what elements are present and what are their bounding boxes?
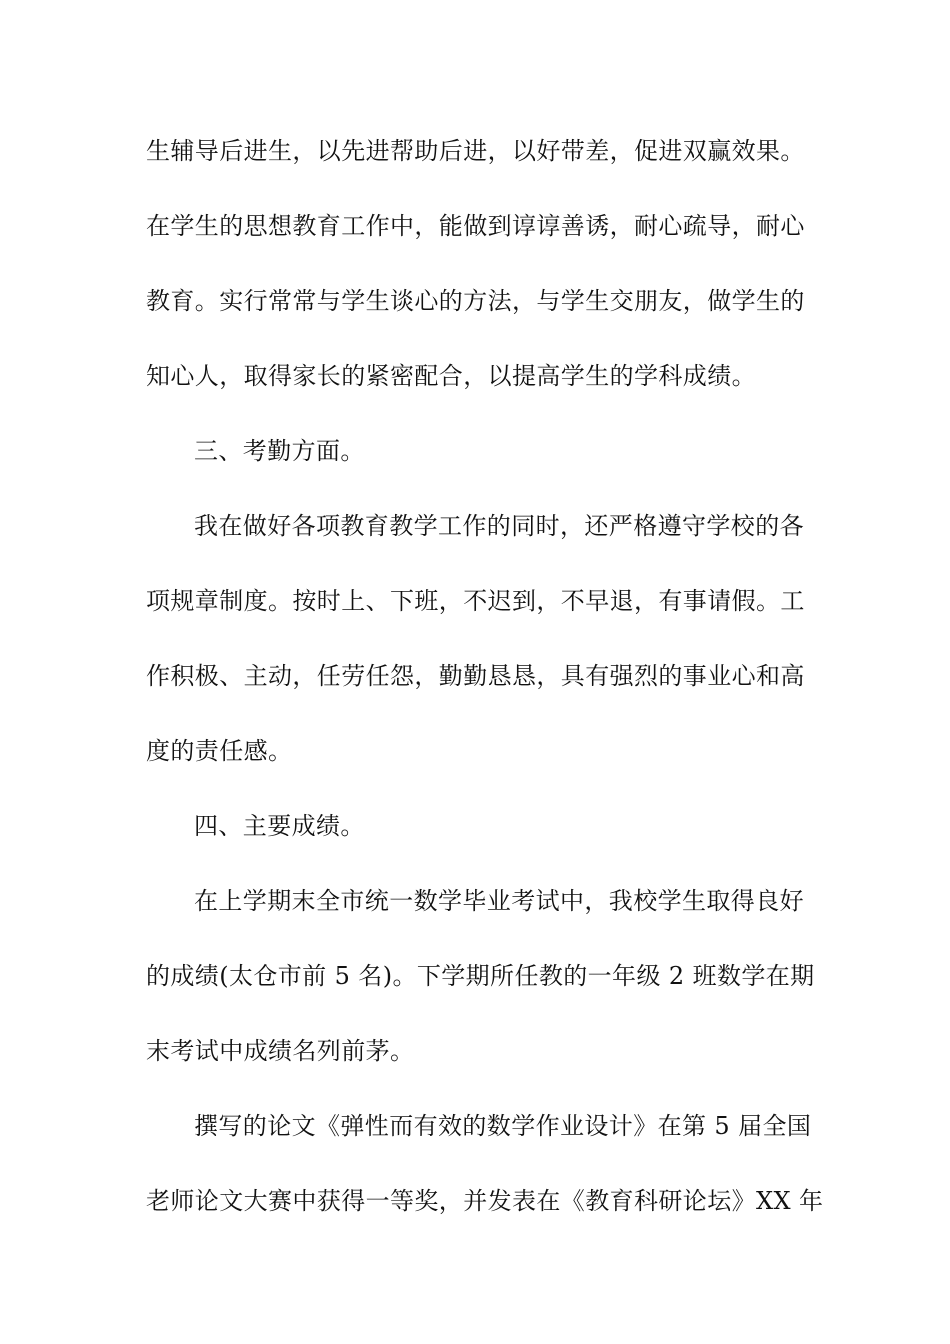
text-line-3: 教育。实行常常与学生谈心的方法，与学生交朋友，做学生的 — [146, 287, 805, 315]
text-line-2: 在学生的思想教育工作中，能做到谆谆善诱，耐心疏导，耐心 — [146, 212, 805, 240]
text-line-11: 在上学期末全市统一数学毕业考试中，我校学生取得良好 — [194, 887, 804, 915]
section-heading-achievements: 四、主要成绩。 — [194, 812, 365, 840]
text-line-13: 末考试中成绩名列前茅。 — [146, 1037, 415, 1065]
text-line-4: 知心人，取得家长的紧密配合，以提高学生的学科成绩。 — [146, 362, 756, 390]
text-line-7: 项规章制度。按时上、下班，不迟到，不早退，有事请假。工 — [146, 587, 805, 615]
text-line-6: 我在做好各项教育教学工作的同时，还严格遵守学校的各 — [194, 512, 804, 540]
text-line-8: 作积极、主动，任劳任怨，勤勤恳恳，具有强烈的事业心和高 — [146, 662, 805, 690]
text-line-15: 老师论文大赛中获得一等奖，并发表在《教育科研论坛》XX 年 — [146, 1187, 824, 1215]
section-heading-attendance: 三、考勤方面。 — [194, 437, 365, 465]
text-line-12: 的成绩(太仓市前 5 名)。下学期所任教的一年级 2 班数学在期 — [146, 962, 815, 990]
text-line-9: 度的责任感。 — [146, 737, 293, 765]
text-line-14: 撰写的论文《弹性而有效的数学作业设计》在第 5 届全国 — [194, 1112, 812, 1140]
text-line-1: 生辅导后进生，以先进帮助后进，以好带差，促进双赢效果。 — [146, 137, 805, 165]
